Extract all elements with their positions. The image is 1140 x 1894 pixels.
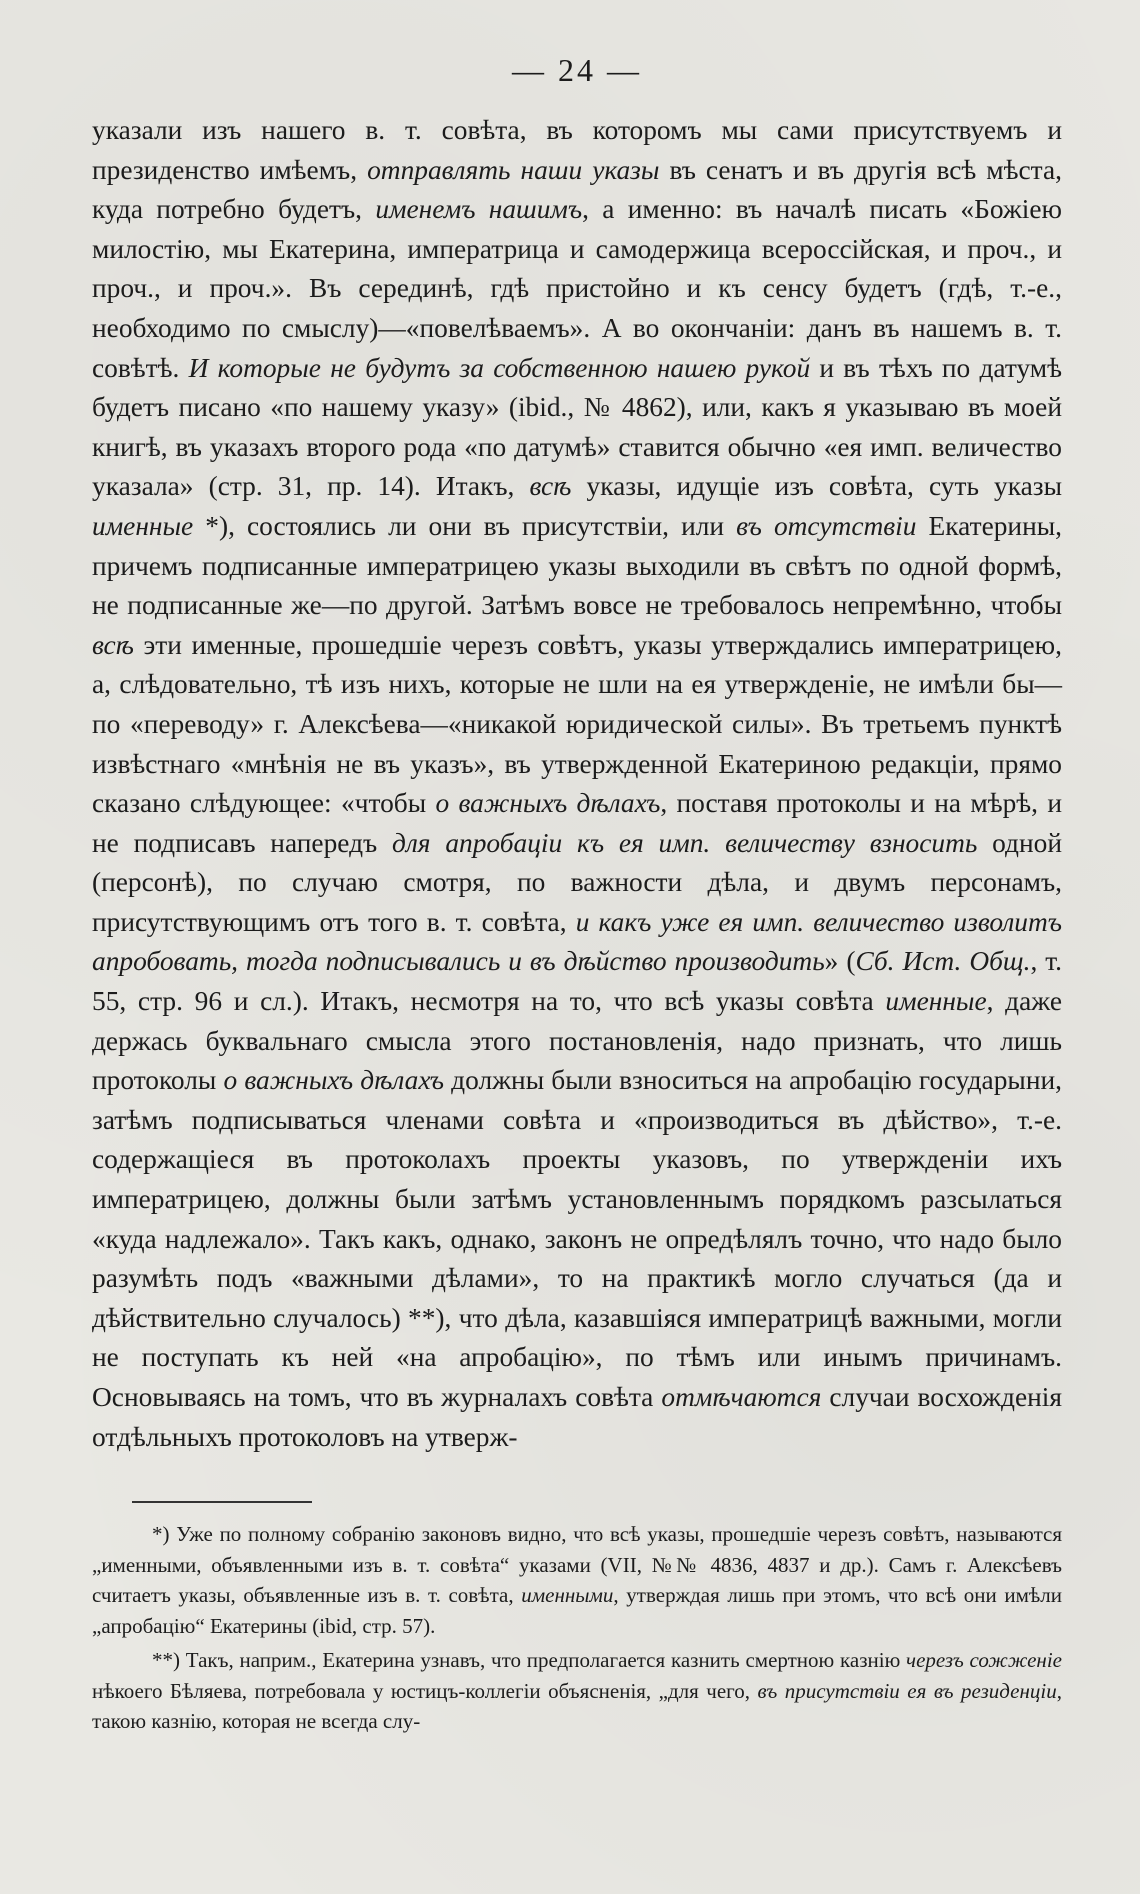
text-run: , такою казнію, которая не всегда слу- (92, 1678, 1062, 1734)
text-run: , а именно: въ началѣ писать «Божіею милостію, мы Екатерина, императрица и самодержица всероссійская, и проч., и проч., и проч.». Въ серединѣ, гдѣ пристойно и къ сенсу будетъ (гдѣ, т.-е., необходимо по смыслу)—«повелѣваемъ». А во окончаніи: данъ въ нашемъ в. т. совѣтѣ. (92, 194, 1063, 383)
text-run: должны были взноситься на апробацію государыни, затѣмъ подписываться членами совѣта и «производиться въ дѣйство», т.-е. содержащіеся въ протоколахъ проекты указовъ, по утвержденіи ихъ императрицею, должны были затѣмъ установленнымъ порядкомъ разсылаться «куда надлежало». Такъ какъ, однако, законъ не опредѣлялъ точно, что надо было разумѣть подъ «важными дѣлами», то на практикѣ могло случаться (да и дѣйствительно случалось) **), что дѣла, казавшіяся императрицѣ важными, могли не поступать къ ней «на апробацію», по тѣмъ или инымъ причинамъ. Основываясь на томъ, что въ журналахъ совѣта (92, 1065, 1062, 1412)
text-run: , даже держась буквальнаго смысла этого постановленія, надо признать, что лишь протоколы (92, 986, 1062, 1096)
text-run: указы, идущіе изъ совѣта, суть указы (571, 471, 1062, 502)
italic-run: о важныхъ дѣлахъ (435, 788, 661, 819)
italic-run: именными (521, 1583, 614, 1608)
footnote-divider (132, 1501, 312, 1503)
italic-run: И которые не будутъ за собственною нашею рукой (188, 352, 811, 383)
main-text (92, 111, 1062, 1457)
text-run: указали изъ нашего в. т. совѣта, въ которомъ мы сами присутствуемъ и президенство имѣемъ, (92, 115, 1062, 185)
italic-run: всѣ (92, 629, 134, 660)
text-run: одной (персонѣ), по случаю смотря, по важности дѣла, и двумъ персонамъ, присутствующимъ отъ того в. т. совѣта, (92, 827, 1062, 937)
italic-run: въ присутствіи ея въ резиденціи (757, 1678, 1057, 1703)
text-run: *) Уже по полному собранію законовъ видно, что всѣ указы, прошедшіе черезъ совѣтъ, называются „именными, объявленными изъ в. т. совѣта“ указами (VII, №№ 4836, 4837 и др.). Самъ г. Алексѣевъ считаетъ указы, объявленные изъ в. т. совѣта, (92, 1522, 1062, 1608)
text-run: **) Такъ, наприм., Екатерина узнавъ, что предполагается казнить смертною казнію (152, 1648, 907, 1673)
text-run: *), состоялись ли они въ присутствіи, или (193, 510, 737, 541)
text-run: » ( (824, 946, 856, 977)
footnote-1 (92, 1519, 1062, 1641)
italic-run: для апробаціи къ ея имп. величеству взносить (391, 827, 978, 858)
italic-run: черезъ сожженіе (906, 1648, 1062, 1673)
italic-run: всѣ (529, 471, 572, 502)
page-number: — 24 — (512, 52, 642, 88)
italic-run: отправлять наши указы (367, 154, 660, 185)
italic-run: о важныхъ дѣлахъ (223, 1065, 445, 1096)
text-run: , утверждая лишь при этомъ, что всѣ они имѣли „апробацію“ Екатерины (ibid, стр. 57). (92, 1583, 1063, 1638)
text-run: , поставя протоколы и на мѣрѣ, и не подписавъ напередъ (92, 788, 1063, 858)
italic-run: именемъ нашимъ (375, 194, 583, 225)
italic-run: и какъ уже ея имп. величество изволитъ апробовать, тогда подписывались и въ дѣйство производить (92, 906, 1062, 977)
italic-run: именные (885, 986, 987, 1017)
text-run: нѣкоего Бѣляева, потребовала у юстицъ-коллегіи объясненія, „для чего, (92, 1678, 758, 1703)
text-run: , т. 55, стр. 96 и сл.). Итакъ, несмотря на то, что всѣ указы совѣта (92, 946, 1062, 1017)
text-run: случаи восхожденія отдѣльныхъ протоколовъ на утверж- (92, 1382, 1062, 1452)
italic-run: въ отсутствіи (736, 510, 917, 541)
italic-run: Сб. Ист. Общ. (855, 946, 1031, 977)
italic-run: именные (92, 510, 194, 541)
text-run: и въ тѣхъ по датумѣ будетъ писано «по нашему указу» (ibid., № 4862), или, какъ я указываю въ моей книгѣ, въ указахъ второго рода «по датумѣ» ставится обычно «ея имп. величество указала» (стр. 31, пр. 14). Итакъ, (92, 352, 1062, 502)
body-paragraph (92, 111, 1062, 1457)
italic-run: отмѣчаются (661, 1382, 822, 1412)
footnote-2 (92, 1645, 1062, 1737)
footnotes (92, 1519, 1062, 1737)
text-run: эти именные, прошедшіе черезъ совѣтъ, указы утверждались императрицею, а, слѣдовательно, тѣ изъ нихъ, которые не шли на ея утвержденіе, не имѣли бы—по «переводу» г. Алексѣева—«никакой юридической силы». Въ третьемъ пунктѣ извѣстнаго «мнѣнія не въ указъ», въ утвержденной Екатериною редакціи, прямо сказано слѣдующее: «чтобы (92, 629, 1062, 819)
text-run: въ сенатъ и въ другія всѣ мѣста, куда потребно будетъ, (92, 154, 1062, 225)
text-run: Екатерины, причемъ подписанные императрицею указы выходили въ свѣтъ по одной формѣ, не подписанные же—по другой. Затѣмъ вовсе не требовалось непремѣнно, чтобы (92, 510, 1062, 621)
